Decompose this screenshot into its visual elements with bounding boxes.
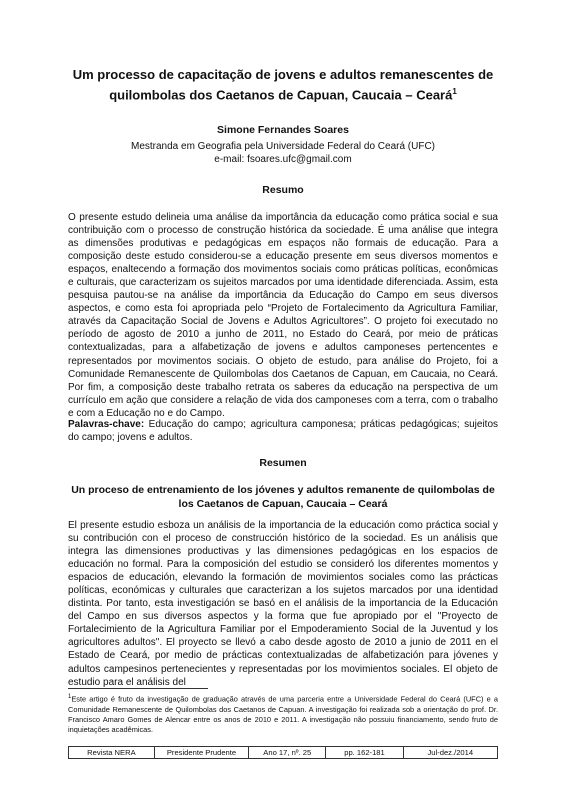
resumo-heading: Resumo [262, 184, 304, 196]
author-affiliation-block [68, 140, 498, 166]
keywords [68, 418, 498, 444]
footnote [68, 692, 498, 735]
keywords-list: Educação do campo; agricultura camponesa; práticas pedagógicas; sujeitos do campo; jovens e adultos. [68, 419, 498, 444]
resumen-title: Un proceso de entrenamiento de los jóvenes y adultos remanente de quilombolas de los Caetanos de Capuan, Caucaia – Ceará [71, 484, 495, 510]
footnote-divider [68, 688, 208, 689]
journal-name: Revista NERA [69, 747, 155, 759]
footnote-reference[interactable]: 1 [452, 87, 457, 96]
article-title: Um processo de capacitação de jovens e adultos remanescentes de quilombolas dos Caetanos de Capuan, Caucaia – Ceará$^1$ [72, 67, 494, 103]
journal-info-row [69, 747, 498, 759]
journal-info-table [68, 746, 498, 759]
journal-pages: pp. 162-181 [326, 747, 403, 759]
footnote-text: Este artigo é fruto da investigação de graduação através de uma parceria entre a Universidade Federal do Ceará (UFC) e a Comunidade Remanescente de Quilombolas dos Caetanos de Capuan. A investigação foi realizada sob a orientação do prof. Dr. Francisco Amaro Gomes de Alencar entre os anos de 2010 e 2011. A investigação não possuiu financiamento, sendo fruto de inquietações acadêmicas. [68, 694, 498, 735]
journal-city: Presidente Prudente [154, 747, 248, 759]
resumo-body: O presente estudo delineia uma análise da importância da educação como prática social e sua contribuição com o processo de construção histórica da sociedade. É uma análise que integra as dimensões produtivas e pedagógicas em espaços não formais de educação. Para a composição deste estudo considerou-se a educação presente em seus diversos momentos e espaços, enaltecendo a formação dos movimentos sociais como práticas políticas, econômicas e culturais, que caracterizam os sujeitos marcados por uma identidade diferenciada. Assim, esta pesquisa pautou-se na análise da importância da Educação do Campo em seus diversos aspectos, e como esta foi apropriada pelo “Projeto de Fortalecimento da Agricultura Familiar, através da Capacitação Social de Jovens e Adultos Agricultores”. O projeto foi executado no período de agosto de 2010 a junho de 2011, no Estado do Ceará, por meio de práticas contextualizadas, para a alfabetização de jovens e adultos camponeses pertencentes e representados por movimentos sociais. O objeto de estudo, para análise do Projeto, foi a Comunidade Remanescente de Quilombolas dos Caetanos de Capuan, em Caucaia, no Ceará. Por fim, a composição deste trabalho retrata os saberes da educação na perspectiva de um currículo em ação que considere a relação de vida dos camponeses com a terra, com o trabalho e com a Educação no e do Campo. [68, 212, 498, 419]
footnote-mark: 1 [68, 694, 72, 700]
resumen-body: El presente estudio esboza un análisis de la importancia de la educación como práctica social y su contribución con el proceso de construcción histórico de la sociedad. Es un análisis que integra las dimensiones productivas y las dimensiones pedagógicas en los espacios de educación no formal. Para la composición del estudio se consideró los diferentes momentos y espacios de educación, elevando la formación de movimientos sociales como las prácticas políticas, económicas y culturales que caracterizan a los sujetos marcados por una identidad distinta. Por tanto, esta investigación se basó en el análisis de la importancia de la Educación del Campo en sus diversos aspectos y la forma que fue apropiado por el "Proyecto de Fortalecimiento de la Agricultura Familiar por el Empoderamiento Social de la Juventud y los agricultores adultos". El proyecto se llevó a cabo desde agosto de 2010 a junio de 2011 en el Estado de Ceará, por medio de prácticas contextualizadas de alfabetización para jóvenes y adultos campesinos pertenecientes y representadas por los movimientos sociales. El objeto de estudio para el análisis del [68, 520, 498, 688]
keywords-label: Palavras-chave: [68, 419, 145, 430]
resumen-heading: Resumen [259, 457, 307, 469]
journal-volume: Ano 17, nº. 25 [249, 747, 326, 759]
author-affiliation: Mestranda em Geografia pela Universidade Federal do Ceará (UFC) [130, 141, 436, 152]
journal-date: Jul-dez./2014 [403, 747, 497, 759]
author-name: Simone Fernandes Soares [217, 124, 349, 136]
author-email: e-mail: fsoares.ufc@gmail.com [214, 154, 352, 165]
